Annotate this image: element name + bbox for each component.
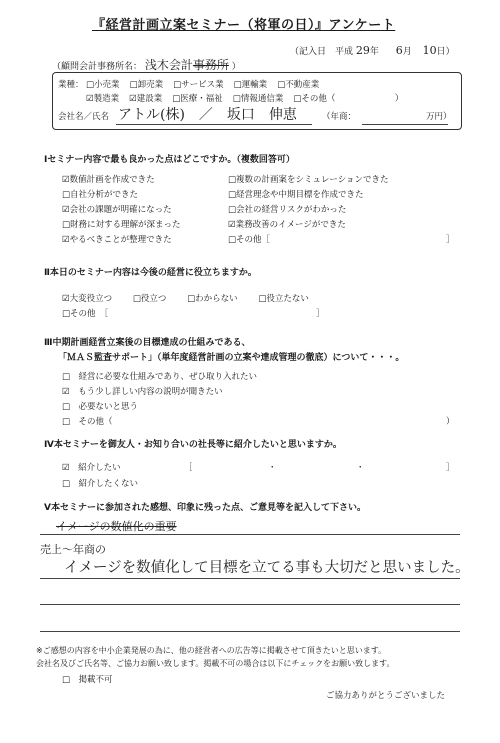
entry-year: 29 [355,44,370,57]
section-4-no[interactable]: □ 紹介したくない [62,479,139,489]
company-name-value: アトル(株) ／ 坂口 伸恵 [118,107,297,123]
section-1-option[interactable]: □その他［ [228,235,271,245]
industry-option[interactable]: □不動産業 [277,80,320,90]
section-2-option[interactable]: □役立たない [258,294,309,304]
section-4-dot-1: ・ [268,463,277,473]
publication-optout-checkbox[interactable]: □ 掲載不可 [62,675,113,685]
advisor-office-value: 浅木会計 [144,58,193,72]
footer-notice-1: ※ご感想の内容を中小企業発展の為に、他の経営者への広告等に掲載させて頂きたいと思います。 [36,646,387,655]
annual-sales-unit: 万円） [426,112,452,122]
advisor-office-label: （顧問会計事務所名： [52,62,143,72]
annual-sales-underline [362,124,448,125]
company-underline [116,124,312,125]
section-1-option[interactable]: ☑やるべきことが整理できた [62,235,172,245]
industry-option[interactable]: □運輸業 [233,80,268,90]
survey-title: 『経営計画立案セミナー（将軍の日）』アンケート [92,18,396,33]
industry-option[interactable]: □卸売業 [129,80,164,90]
section-4-dot-2: ・ [356,463,365,473]
section-2-heading: Ⅱ本日のセミナー内容は今後の経営に役立ちますか。 [44,268,257,278]
industry-option[interactable]: □その他（ ） [293,94,404,104]
entry-month-suffix: 月 [402,47,412,57]
footer-thanks: ご協力ありがとうございました [326,691,446,701]
section-3-paren-close: ） [446,417,455,427]
entry-day: 10 [422,44,437,57]
comment-line [40,604,460,605]
section-3-options [62,370,257,430]
comment-line-1: 売上〜年商の [40,543,106,556]
section-5-heading: Ⅴ本セミナーに参加された感想、印象に残った点、ご意見等を記入して下さい。 [44,503,366,513]
entry-date [290,44,455,57]
section-3-option[interactable]: □ 必要ないと思う [62,402,139,412]
entry-date-label: （記入日 平成 [290,47,354,57]
advisor-office [52,56,241,73]
advisor-office-struck: 事務所 [192,58,229,72]
section-1-option[interactable]: □複数の計画案をシミュレーションできた [228,175,389,185]
section-4-yes[interactable]: ☑ 紹介したい [62,463,121,473]
comment-struck-line: イメージの数値化の重要 [56,520,177,533]
industry-option[interactable]: ☑建設業 [129,94,163,104]
industry-option[interactable]: □情報通信業 [232,94,284,104]
section-2-option[interactable]: □役立つ [132,294,167,304]
section-2-options [62,292,309,304]
section-3-option[interactable]: □ その他（ [62,417,113,427]
section-2-other[interactable]: □その他 ［ [62,309,109,319]
advisor-office-end: ） [231,62,241,72]
section-3-option[interactable]: ☑ もう少し詳しい内容の説明が聞きたい [62,387,223,397]
industry-option[interactable]: □サービス業 [173,80,224,90]
section-3-heading-2: 「ＭＡＳ監査サポート」（単年度経営計画の立案や達成管理の徹底）について・・・。 [58,353,405,363]
industry-row-2 [86,92,403,104]
company-label: 会社名／氏名 [58,112,110,122]
section-1-left [62,173,181,248]
section-1-option[interactable]: □経営理念や中期目標を作成できた [228,190,364,200]
section-4-bracket-open: ［ [184,463,193,473]
industry-option[interactable]: □医療・福祉 [172,94,223,104]
entry-day-suffix: 日） [436,47,455,57]
section-4-heading: Ⅳ本セミナーを御友人・お知り合いの社長等に紹介したいと思いますか。 [44,440,342,450]
industry-row-1 [86,78,319,90]
annual-sales-label: （年商： [322,112,357,122]
section-1-option[interactable]: □財務に対する理解が深まった [62,220,181,230]
section-3-option[interactable]: □ 経営に必要な仕組みであり、ぜひ取り入れたい [62,372,258,382]
section-1-option[interactable]: □自社分析ができた [62,190,139,200]
industry-label: 業種： [58,80,84,90]
section-2-bracket-close: ］ [316,309,325,319]
comment-line [40,534,460,535]
comment-line-2: イメージを数値化して目標を立てる事も大切だと思いました。 [64,560,470,576]
section-2-option[interactable]: ☑大変役立つ [62,294,113,304]
section-1-right [228,173,389,248]
entry-year-suffix: 年 [369,47,379,57]
section-2-option[interactable]: □わからない [187,294,238,304]
section-4-bracket-close: ］ [446,463,455,473]
section-3-heading-1: Ⅲ中期計画経営立案後の目標達成の仕組みである、 [44,338,251,348]
section-1-option[interactable]: ☑会社の課題が明確になった [62,205,172,215]
entry-month: 6 [395,44,403,57]
comment-line [40,631,460,632]
section-1-bracket-close: ］ [446,235,455,245]
section-1-option[interactable]: □会社の経営リスクがわかった [228,205,347,215]
section-1-heading: Ⅰセミナー内容で最も良かった点はどこですか。（複数回答可） [44,155,295,165]
section-1-option[interactable]: ☑業務改善のイメージができた [228,220,346,230]
comment-line [40,578,460,579]
footer-notice-2: 会社名及びご氏名等、ご協力お願い致します。掲載不可の場合は以下にチェックをお願い致します。 [36,659,395,668]
section-1-option[interactable]: ☑数値計画を作成できた [62,175,155,185]
industry-option[interactable]: ☑製造業 [86,94,120,104]
industry-option[interactable]: □小売業 [86,80,120,90]
